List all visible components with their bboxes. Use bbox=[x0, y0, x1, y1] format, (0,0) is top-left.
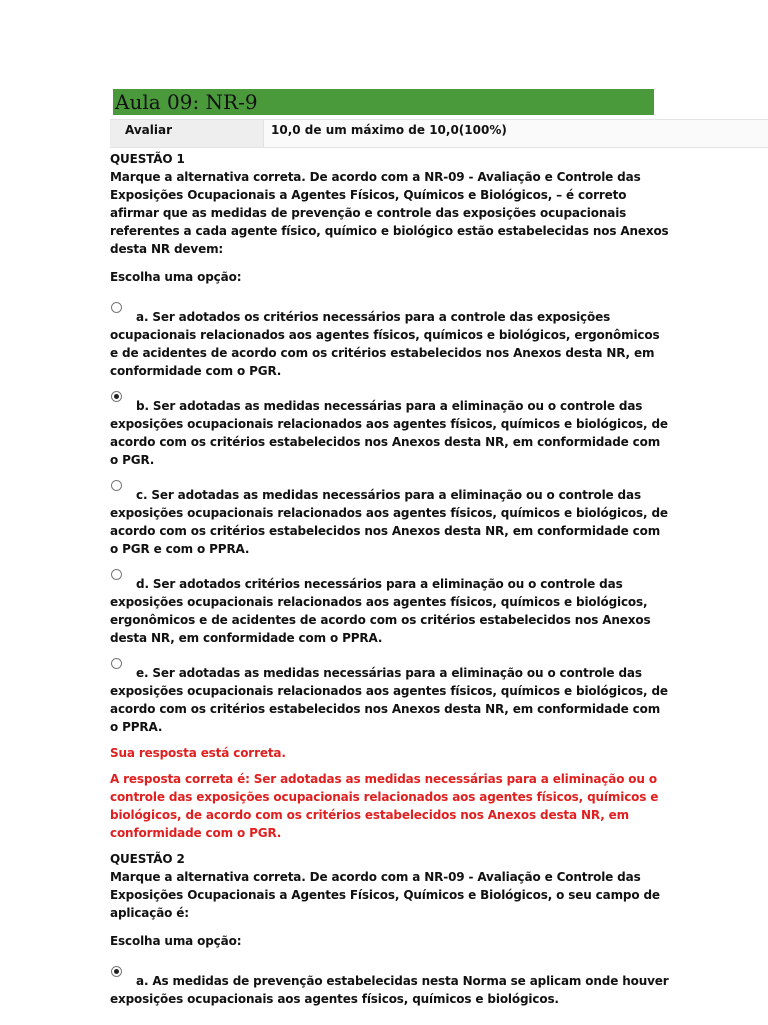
radio-unchecked-icon[interactable] bbox=[111, 480, 122, 491]
option-text: d. Ser adotados critérios necessários para a eliminação ou o controle das exposições ocupacionais relacionados aos agentes físicos, químicos e biológicos, ergonômicos e de acidentes de acordo com os critérios estabelecidos nos Anexos desta NR, em conformidade com o PPRA. bbox=[110, 577, 651, 645]
question-2 bbox=[110, 850, 670, 1008]
grade-label-cell bbox=[110, 120, 264, 147]
question-1-prompt: Marque a alternativa correta. De acordo com a NR-09 - Avaliação e Controle das Exposições Ocupacionais a Agentes Físicos, Químicos e Biológicos, – é correto afirmar que as medidas de prevenção e controle das exposições ocupacionais referentes a cada agente físico, químico e biológico estão estabelecidas nos Anexos desta NR devem: bbox=[110, 170, 669, 256]
question-2-option-a[interactable] bbox=[110, 972, 670, 1008]
question-1-option-e[interactable] bbox=[110, 664, 670, 736]
option-text: a. As medidas de prevenção estabelecidas nesta Norma se aplicam onde houver exposições ocupacionais aos agentes físicos, químicos e biológicos. bbox=[110, 974, 669, 1006]
option-text: c. Ser adotadas as medidas necessários para a eliminação ou o controle das exposições ocupacionais relacionados aos agentes físicos, químicos e biológicos, de acordo com os critérios estabelecidos nos Anexos desta NR, em conformidade com o PGR e com o PPRA. bbox=[110, 488, 668, 556]
question-2-choose-label: Escolha uma opção: bbox=[110, 934, 242, 948]
question-1-option-a[interactable] bbox=[110, 308, 670, 380]
option-text: a. Ser adotados os critérios necessários para a controle das exposições ocupacionais relacionados aos agentes físicos, químicos e biológicos, ergonômicos e de acidentes de acordo com os critérios estabelecidos nos Anexos desta NR, em conformidade com o PGR. bbox=[110, 310, 660, 378]
grade-value: 10,0 de um máximo de 10,0(100%) bbox=[271, 123, 507, 137]
option-text: b. Ser adotadas as medidas necessárias para a eliminação ou o controle das exposições ocupacionais relacionados aos agentes físicos, químicos e biológicos, de acordo com os critérios estabelecidos nos Anexos desta NR, em conformidade com o PGR. bbox=[110, 399, 668, 467]
radio-unchecked-icon[interactable] bbox=[111, 302, 122, 313]
feedback-correct: Sua resposta está correta. bbox=[110, 746, 286, 760]
question-2-heading: QUESTÃO 2 bbox=[110, 852, 185, 866]
question-1-heading: QUESTÃO 1 bbox=[110, 152, 185, 166]
question-1-option-c[interactable] bbox=[110, 486, 670, 558]
correct-answer-text: A resposta correta é: Ser adotadas as medidas necessárias para a eliminação ou o controle das exposições ocupacionais relacionados aos agentes físicos, químicos e biológicos, de acordo com os critérios estabelecidos nos Anexos desta NR, em conformidade com o PGR. bbox=[110, 772, 659, 840]
radio-checked-icon[interactable] bbox=[111, 966, 122, 977]
question-1 bbox=[110, 150, 670, 842]
radio-unchecked-icon[interactable] bbox=[111, 569, 122, 580]
radio-unchecked-icon[interactable] bbox=[111, 658, 122, 669]
radio-checked-icon[interactable] bbox=[111, 391, 122, 402]
lesson-title: Aula 09: NR-9 bbox=[115, 90, 258, 114]
questions-content bbox=[110, 150, 670, 1025]
question-1-option-b[interactable] bbox=[110, 397, 670, 469]
grade-label: Avaliar bbox=[125, 123, 173, 137]
question-1-option-d[interactable] bbox=[110, 575, 670, 647]
option-text: e. Ser adotadas as medidas necessárias para a eliminação ou o controle das exposições ocupacionais relacionados aos agentes físicos, químicos e biológicos, de acordo com os critérios estabelecidos nos Anexos desta NR, em conformidade com o PPRA. bbox=[110, 666, 668, 734]
question-2-prompt: Marque a alternativa correta. De acordo com a NR-09 - Avaliação e Controle das Exposições Ocupacionais a Agentes Físicos, Químicos e Biológicos, o seu campo de aplicação é: bbox=[110, 870, 660, 920]
question-1-choose-label: Escolha uma opção: bbox=[110, 270, 242, 284]
lesson-title-bar bbox=[113, 89, 654, 115]
grade-row bbox=[110, 119, 768, 148]
